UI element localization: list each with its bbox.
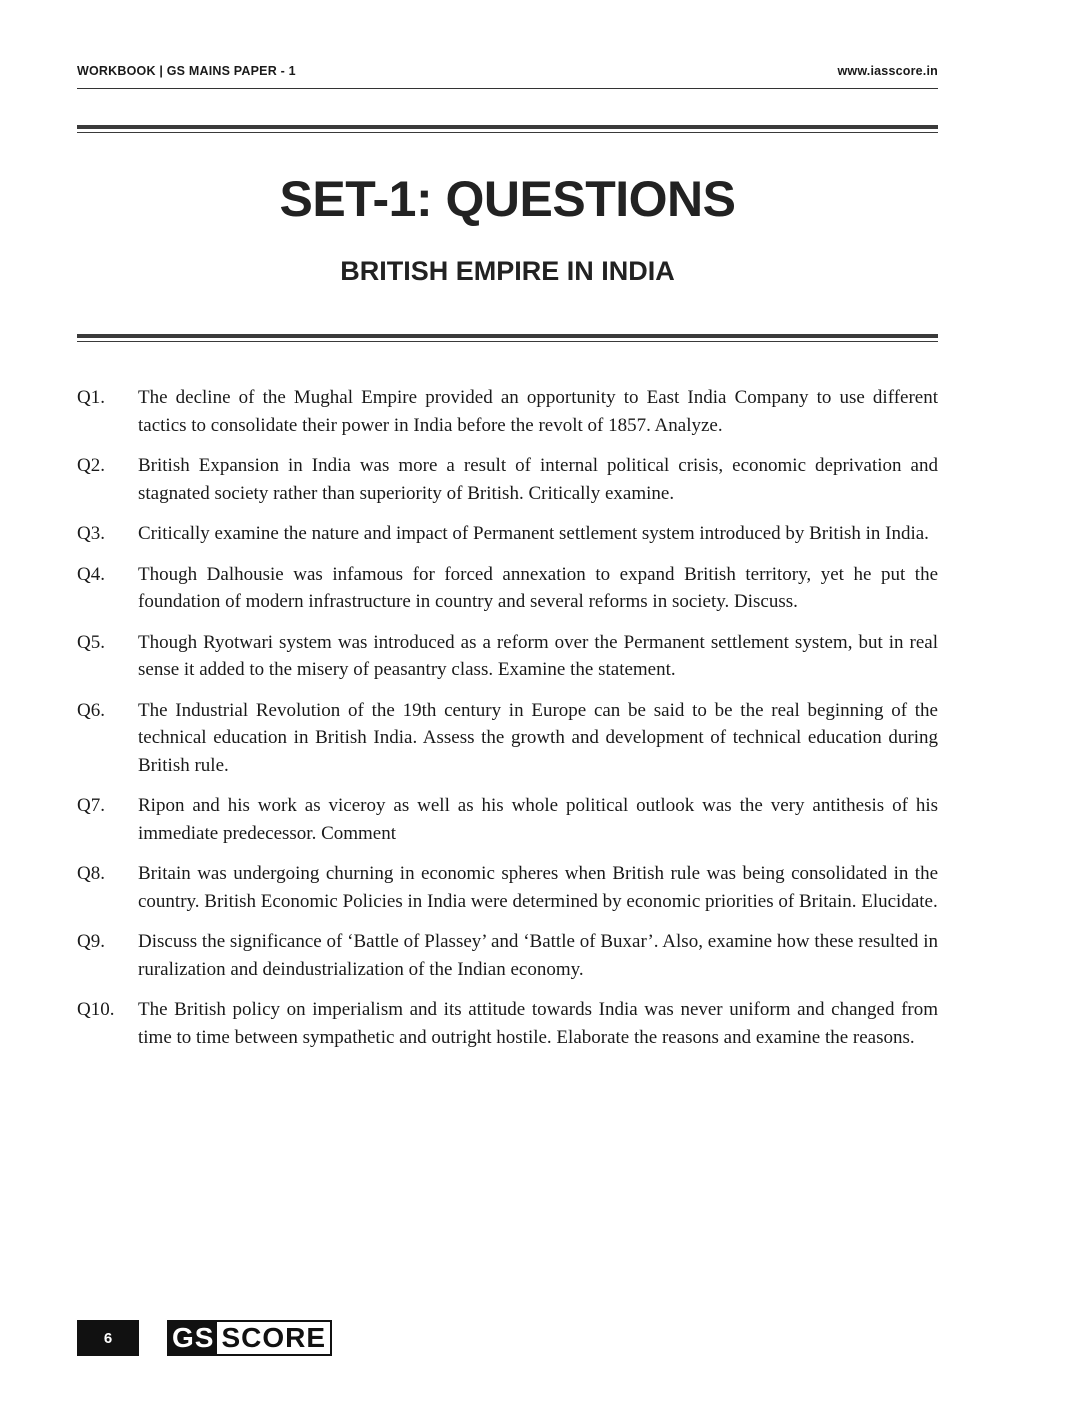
page-footer (77, 1320, 332, 1356)
question-item (77, 520, 938, 548)
question-text: Ripon and his work as viceroy as well as his whole political outlook was the very antithesis of his immediate predecessor. Comment (138, 795, 938, 844)
question-number: Q7. (77, 795, 105, 816)
question-text: British Expansion in India was more a result of internal political crisis, economic deprivation and stagnated society rather than superiority of British. Critically examine. (138, 455, 938, 504)
question-text: The decline of the Mughal Empire provided an opportunity to East India Company to use different tactics to consolidate their power in India before the revolt of 1857. Analyze. (138, 387, 938, 436)
question-list (77, 384, 938, 1064)
question-item (77, 561, 938, 616)
question-item (77, 996, 938, 1051)
header-website: www.iasscore.in (837, 64, 938, 78)
title-bottom-rule (77, 334, 938, 342)
question-text: Britain was undergoing churning in economic spheres when British rule was being consolidated in the country. British Economic Policies in India were determined by economic priorities of Britain. Elucidate. (138, 863, 938, 912)
question-item (77, 697, 938, 780)
running-header (77, 64, 938, 78)
question-number: Q6. (77, 699, 105, 721)
question-number: Q9. (77, 931, 105, 952)
question-number: Q4. (77, 563, 105, 585)
header-divider (77, 88, 938, 89)
question-item (77, 384, 938, 439)
question-number: Q8. (77, 863, 105, 884)
header-title: WORKBOOK | GS MAINS PAPER - 1 (77, 64, 296, 78)
question-item (77, 928, 938, 983)
page-subtitle: BRITISH EMPIRE IN INDIA (340, 256, 675, 286)
question-item (77, 792, 938, 847)
logo-gs: GS (169, 1322, 217, 1354)
question-text: Discuss the significance of ‘Battle of Plassey’ and ‘Battle of Buxar’. Also, examine how these resulted in ruralization and deindustrialization of the Indian economy. (138, 931, 938, 980)
question-item (77, 452, 938, 507)
question-item (77, 629, 938, 684)
question-number: Q1. (77, 387, 105, 408)
question-text: The Industrial Revolution of the 19th century in Europe can be said to be the real beginning of the technical education in British India. Assess the growth and development of technical education during British rule. (138, 699, 938, 776)
page-number: 6 (77, 1320, 139, 1356)
question-number: Q3. (77, 523, 105, 544)
question-number: Q2. (77, 455, 105, 476)
question-number: Q10. (77, 999, 115, 1020)
logo-score: SCORE (221, 1322, 327, 1353)
question-item (77, 860, 938, 915)
question-text: Though Dalhousie was infamous for forced annexation to expand British territory, yet he put the foundation of modern infrastructure in country and several reforms in society. Discuss. (138, 563, 938, 612)
question-text: Though Ryotwari system was introduced as a reform over the Permanent settlement system, but in real sense it added to the misery of peasantry class. Examine the statement. (138, 631, 938, 680)
question-text: The British policy on imperialism and its attitude towards India was never uniform and changed from time to time between sympathetic and outright hostile. Elaborate the reasons and examine the reasons. (138, 999, 938, 1048)
page-title: SET-1: QUESTIONS (279, 171, 736, 227)
question-text: Critically examine the nature and impact of Permanent settlement system introduced by British in India. (138, 523, 929, 544)
gs-score-logo (167, 1320, 332, 1356)
question-number: Q5. (77, 631, 105, 653)
title-top-rule (77, 125, 938, 133)
